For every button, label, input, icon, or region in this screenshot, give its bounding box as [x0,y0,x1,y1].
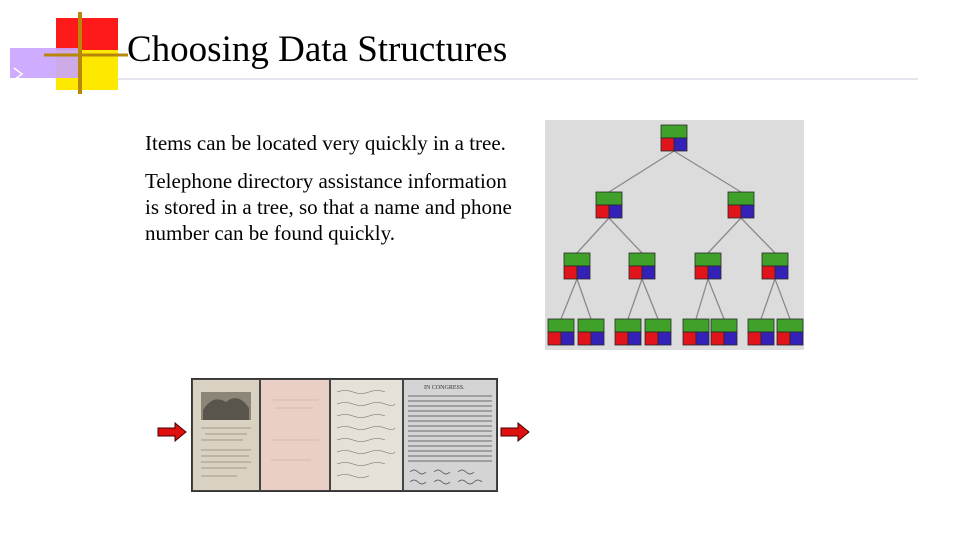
tree-edge [609,218,642,253]
tree-node [548,319,574,345]
tree-node [661,125,687,151]
document-image [331,380,402,490]
tree-edge [561,279,577,319]
slide-body [145,130,520,258]
tree-edge [775,279,790,319]
tree-node [645,319,671,345]
tree-edge [642,279,658,319]
tree-node [578,319,604,345]
tree-node [762,253,788,279]
tree-node [748,319,774,345]
tree-node [564,253,590,279]
tree-diagram [545,120,804,350]
tree-node [629,253,655,279]
document-image [404,380,496,490]
tree-edge [741,218,775,253]
tree-edge [577,279,591,319]
tree-node [695,253,721,279]
title-underline [118,78,918,80]
tree-edge [609,151,674,192]
document-heading: IN CONGRESS. [424,385,465,391]
tree-node [728,192,754,218]
tree-node [596,192,622,218]
bullet-text: Telephone directory assistance information is stored in a tree, so that a name and phone number can be found quickly. [145,169,512,245]
tree-edge [674,151,741,192]
title-decoration [0,0,140,100]
right-arrow-icon [500,422,530,447]
tree-node [615,319,641,345]
document-strip [191,378,498,492]
tree-svg [545,120,804,350]
tree-edge [628,279,642,319]
tree-edge [577,218,609,253]
document-image [193,380,259,490]
tree-edge [761,279,775,319]
document-image [261,380,329,490]
tree-edge [708,218,741,253]
slide-title: Choosing Data Structures [127,29,508,70]
left-arrow-icon [157,422,187,447]
tree-node [683,319,709,345]
tree-node [711,319,737,345]
tree-edge [696,279,708,319]
bullet-text: Items can be located very quickly in a tree. [145,131,506,155]
tree-node [777,319,803,345]
tree-edge [708,279,724,319]
